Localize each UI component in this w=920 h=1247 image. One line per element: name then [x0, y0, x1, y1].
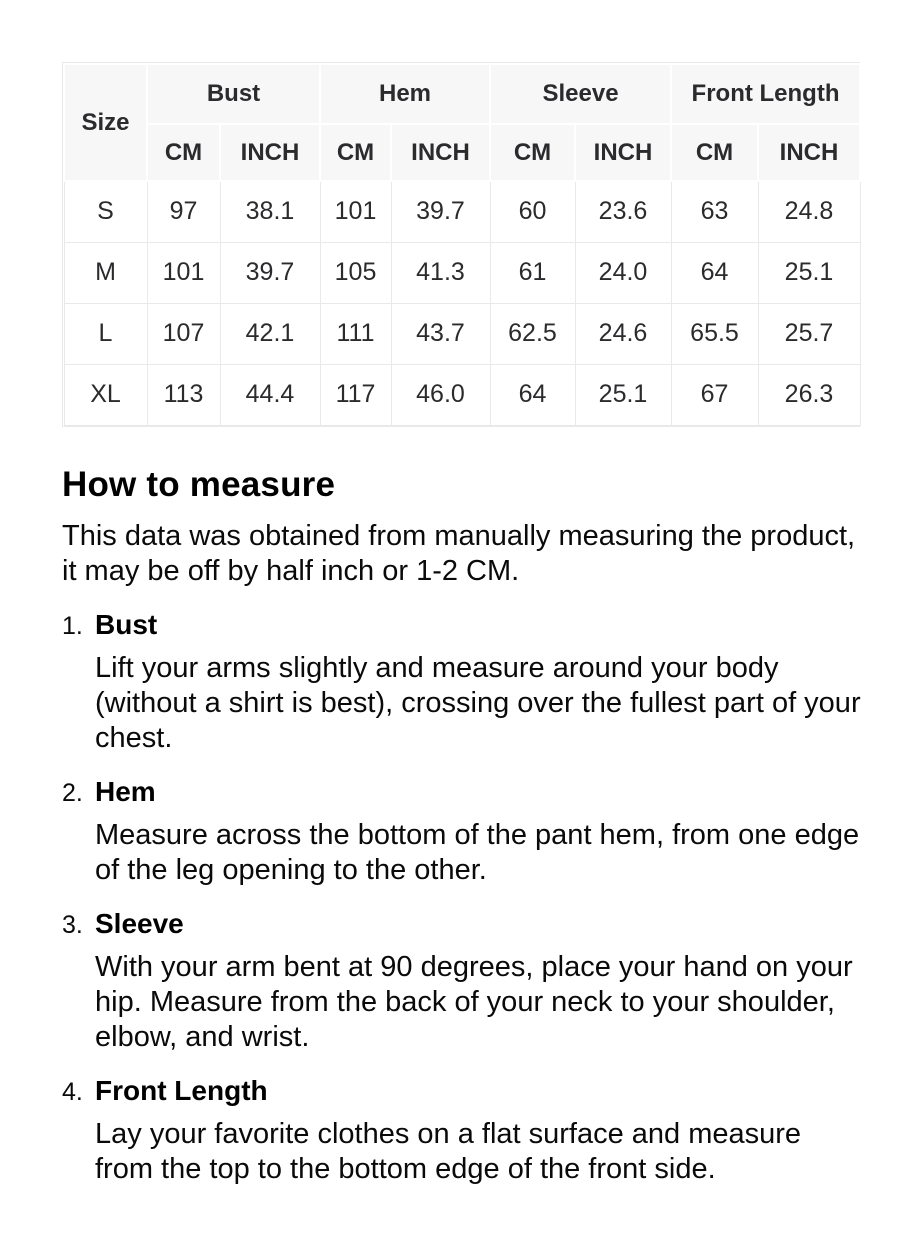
step-number: 1.: [62, 611, 83, 640]
group-header-row: [64, 64, 860, 124]
step-content: [95, 607, 863, 756]
size-chart: [62, 62, 860, 427]
size-cell: L: [64, 303, 147, 364]
measurement-cell: 113: [147, 364, 220, 425]
measurement-cell: 61: [490, 242, 575, 303]
step-content: [95, 906, 863, 1055]
measurement-cell: 111: [320, 303, 391, 364]
group-header-front-length: Front Length: [671, 64, 860, 124]
unit-header-cm-hem: CM: [320, 124, 391, 181]
step-description: Measure across the bottom of the pant hem, from one edge of the leg opening to the other.: [95, 818, 860, 886]
measurement-cell: 46.0: [391, 364, 490, 425]
step-number: 2.: [62, 778, 83, 807]
size-chart-body: [64, 181, 860, 425]
measurement-cell: 25.7: [758, 303, 860, 364]
measurement-cell: 105: [320, 242, 391, 303]
step-title: Hem: [95, 775, 156, 807]
step-number: 4.: [62, 1077, 83, 1106]
measurement-cell: 64: [490, 364, 575, 425]
measure-step-front-length: [62, 1073, 858, 1187]
measurement-cell: 25.1: [758, 242, 860, 303]
unit-header-inch-front-length: INCH: [758, 124, 860, 181]
unit-header-cm-sleeve: CM: [490, 124, 575, 181]
measurement-cell: 41.3: [391, 242, 490, 303]
step-description: Lay your favorite clothes on a flat surface and measure from the top to the bottom edge of the front side.: [95, 1117, 802, 1185]
size-cell: S: [64, 181, 147, 242]
measurement-cell: 62.5: [490, 303, 575, 364]
measure-step-bust: [62, 607, 861, 756]
size-cell: XL: [64, 364, 147, 425]
measurement-cell: 26.3: [758, 364, 860, 425]
measurement-cell: 107: [147, 303, 220, 364]
size-cell: M: [64, 242, 147, 303]
measurement-cell: 24.0: [575, 242, 671, 303]
step-number: 3.: [62, 910, 83, 939]
step-description: With your arm bent at 90 degrees, place your hand on your hip. Measure from the back of your neck to your shoulder, elbow, and wrist.: [95, 950, 853, 1053]
measurement-cell: 101: [147, 242, 220, 303]
group-header-hem: Hem: [320, 64, 490, 124]
measurement-cell: 39.7: [391, 181, 490, 242]
measurement-cell: 101: [320, 181, 391, 242]
measurement-cell: 38.1: [220, 181, 320, 242]
measurement-cell: 63: [671, 181, 758, 242]
group-header-bust: Bust: [147, 64, 320, 124]
step-description: Lift your arms slightly and measure around your body (without a shirt is best), crossing over the fullest part of your chest.: [95, 651, 861, 754]
measurement-cell: 39.7: [220, 242, 320, 303]
measurement-cell: 24.8: [758, 181, 860, 242]
size-chart-header: [64, 64, 860, 181]
unit-header-cm-bust: CM: [147, 124, 220, 181]
unit-header-inch-bust: INCH: [220, 124, 320, 181]
step-content: [95, 774, 863, 888]
size-chart-table: [63, 63, 861, 426]
measurement-cell: 24.6: [575, 303, 671, 364]
measurement-cell: 42.1: [220, 303, 320, 364]
step-title: Sleeve: [95, 907, 184, 939]
measurement-cell: 23.6: [575, 181, 671, 242]
measurement-cell: 60: [490, 181, 575, 242]
how-to-measure-title: How to measure: [62, 464, 336, 504]
step-title: Bust: [95, 608, 158, 640]
size-column-header: Size: [64, 64, 147, 181]
measurement-cell: 97: [147, 181, 220, 242]
measurement-cell: 44.4: [220, 364, 320, 425]
unit-header-inch-sleeve: INCH: [575, 124, 671, 181]
measure-step-hem: [62, 774, 858, 888]
unit-header-inch-hem: INCH: [391, 124, 490, 181]
size-row-m: [64, 242, 860, 303]
size-row-s: [64, 181, 860, 242]
unit-header-row: [64, 124, 860, 181]
measurement-cell: 67: [671, 364, 758, 425]
measurement-cell: 117: [320, 364, 391, 425]
measure-intro: This data was obtained from manually measuring the product, it may be off by half inch or 1-2 CM.: [62, 519, 856, 587]
size-row-l: [64, 303, 860, 364]
step-content: [95, 1073, 863, 1187]
measurement-cell: 43.7: [391, 303, 490, 364]
measurement-cell: 64: [671, 242, 758, 303]
step-title: Front Length: [95, 1074, 268, 1106]
measure-steps: [62, 607, 861, 1187]
group-header-sleeve: Sleeve: [490, 64, 671, 124]
measurement-cell: 25.1: [575, 364, 671, 425]
measure-step-sleeve: [62, 906, 858, 1055]
measurement-cell: 65.5: [671, 303, 758, 364]
unit-header-cm-front-length: CM: [671, 124, 758, 181]
size-row-xl: [64, 364, 860, 425]
